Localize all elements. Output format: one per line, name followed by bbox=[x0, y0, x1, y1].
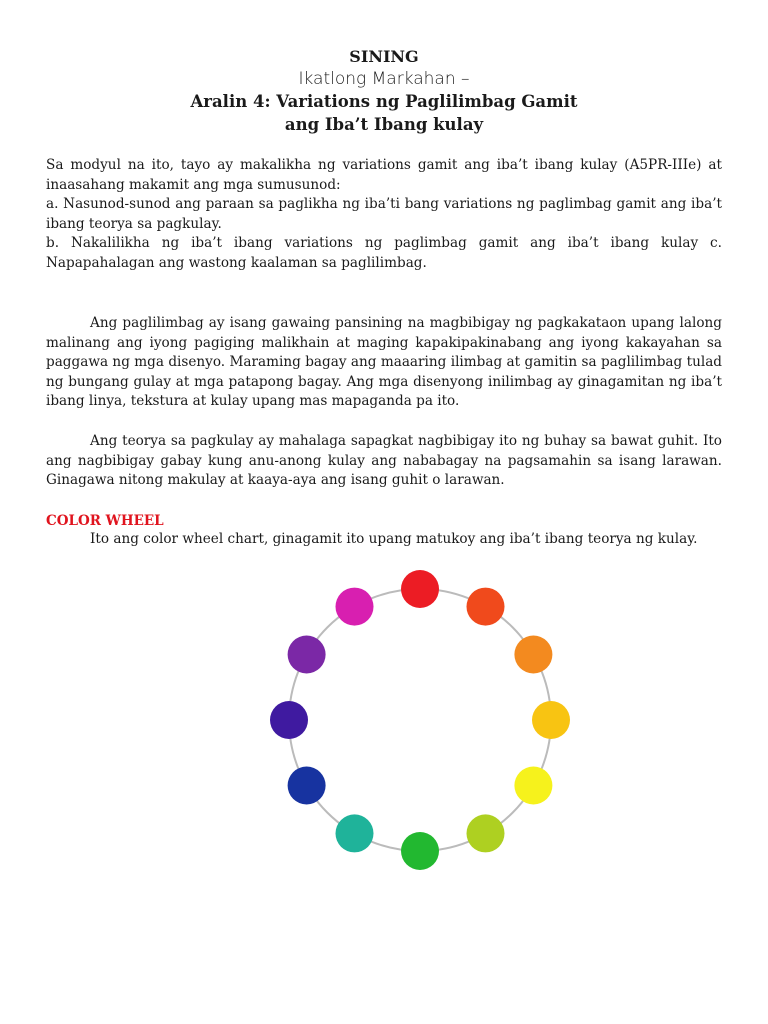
color-swatch bbox=[401, 832, 439, 870]
color-wheel-heading: COLOR WHEEL bbox=[46, 513, 164, 529]
lesson-title-line2: ang Iba’t Ibang kulay bbox=[284, 115, 484, 134]
color-swatch bbox=[401, 570, 439, 608]
subject-title: SINING bbox=[349, 47, 419, 66]
color-swatch bbox=[336, 588, 374, 626]
document-header bbox=[0, 46, 768, 136]
color-swatch bbox=[288, 767, 326, 805]
intro-paragraph: Sa modyul na ito, tayo ay makalikha ng variations gamit ang iba’t ibang kulay (A5PR-IIIe) at inaasahang makamit ang mga sumusunod: bbox=[46, 157, 722, 193]
color-swatch bbox=[467, 814, 505, 852]
paragraph-text: Ang teorya sa pagkulay ay mahalaga sapagkat nagbibigay ito ng buhay sa bawat guhit. Ito ang nagbibigay gabay kung anu-anong kulay ang nababagay na pagsamahin sa isang larawan. Ginagawa nitong makulay at kaaya-aya ang isang guhit o larawan. bbox=[46, 433, 722, 489]
quarter-label: Ikatlong Markahan – bbox=[298, 69, 470, 89]
objective-b: b. Nakalilikha ng iba’t ibang variations ng paglimbag gamit ang iba’t ibang kulay c. Napapahalagan ang wastong kaalaman sa paglilimbag. bbox=[46, 235, 722, 271]
color-wheel-description: Ito ang color wheel chart, ginagamit ito upang matukoy ang iba’t ibang teorya ng kulay. bbox=[90, 531, 698, 547]
color-swatch bbox=[532, 701, 570, 739]
intro-section bbox=[46, 156, 722, 274]
paragraph-teorya bbox=[46, 432, 722, 491]
color-swatch bbox=[288, 636, 326, 674]
color-swatch bbox=[336, 814, 374, 852]
lesson-title-line1: Aralin 4: Variations ng Paglilimbag Gamit bbox=[190, 92, 578, 111]
paragraph-text: Ang paglilimbag ay isang gawaing pansining na magbibigay ng pagkakataon upang lalong malinang ang iyong pagiging malikhain at maging kapakipakinabang ang iyong kakayahan sa paggawa ng mga disenyo. Maraming bagay ang maaaring ilimbag at gamitin sa paglilimbag tulad ng bungang gulay at mga patapong bagay. Ang mga disenyong inilimbag ay ginagamitan ng iba’t ibang linya, tekstura at kulay upang mas mapaganda pa ito. bbox=[46, 315, 722, 410]
objective-a: a. Nasunod-sunod ang paraan sa paglikha ng iba’ti bang variations ng paglimbag gamit ang iba’t ibang teorya sa pagkulay. bbox=[46, 196, 722, 232]
color-wheel-chart bbox=[250, 560, 590, 890]
color-swatch bbox=[467, 588, 505, 626]
color-swatch bbox=[270, 701, 308, 739]
color-swatch bbox=[514, 636, 552, 674]
color-swatch bbox=[514, 767, 552, 805]
paragraph-paglilimbag bbox=[46, 314, 722, 412]
color-wheel-ring bbox=[289, 589, 551, 851]
